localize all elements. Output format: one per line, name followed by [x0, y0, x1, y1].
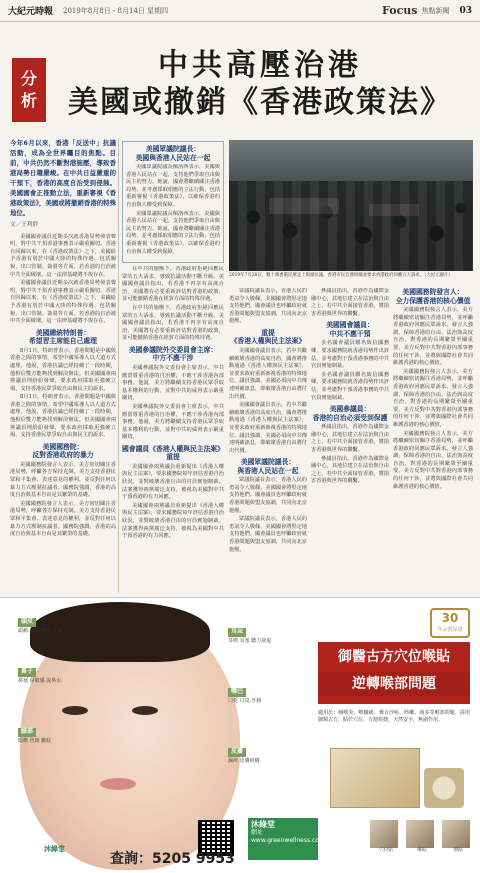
sidebar-box — [122, 141, 224, 263]
subhead: 重提 《香港人權與民主法案》 — [230, 328, 306, 346]
subhead: 美國國務院發言人： 全力保護香港的核心價值 — [395, 288, 471, 305]
subhead: 美國總統特朗普： 希望習主席能自己處理 — [29, 328, 97, 346]
main-headline — [50, 48, 470, 122]
paragraph: 多名國會議員聯名致信國務卿，要求國務院就香港局勢作出評估，並考慮對干預香港事務的中共官員實施制裁。 — [311, 340, 389, 370]
paragraph: 參議員指出，香港作為國際金融中心，其地位建立在法治與自由之上，若中共全面接管香港，將損害香港與世界的聯繫。 — [311, 288, 389, 317]
issue-date: 2019年8月8日 - 8月14日 星期四 — [63, 6, 169, 15]
paragraph: 美國國務院發言人表示，美方將繼續密切關注香港局勢，並呼籲香港政府回應民眾訴求。發言人強調，保障香港的自由、法治與高度自治，對香港的長期繁榮至關重要。美方反對中共對香港內部事務的任何干涉，並將與國際社會共同維護香港的核心價值。 — [393, 430, 473, 490]
paragraph: 美國國會兩黨議員重新提出《香港人權與民主法案》，要求國務院每年評估香港自治狀況，並對破壞香港自由的官員實施制裁。法案獲得兩黨廣泛支持，被視為美國對中共干預香港的有力回應。 — [122, 463, 224, 501]
paragraph: 在中共的施壓下，香港政府拒絕回應民眾的五大訴求，導致抗議活動不斷升級。美國國會議員指出，若香港不再享有高度自治，美國將有必要重新評估對香港的政策，並可能撤銷香港在經貿方面的特殊待遇。 — [122, 266, 224, 303]
paragraph: 美國國會兩黨議員重新提出《香港人權與民主法案》，要求國務院每年評估香港自治狀況，並對破壞香港自由的官員實施制裁。法案獲得兩黨廣泛支持，被視為美國對中共干預香港的有力回應。 — [122, 502, 224, 540]
paragraph: 美國國務院發言人表示，美方密切關注香港局勢，呼籲各方保持克制。美方支持香港民眾和平集會、表達意見的權利，並反對任何以暴力方式壓制抗議者。國務院強調，香港的高度自治與基本自由是其繁榮的基礎。 — [10, 500, 116, 538]
byline: 文／王利群 — [10, 222, 38, 228]
section-zh: 焦點新聞 — [421, 6, 450, 15]
paragraph: 在中共的施壓下，香港政府拒絕回應民眾的五大訴求，導致抗議活動不斷升級。美國國會議員指出，若香港不再享有高度自治，美國將有必要重新評估對香港的政策，並可能撤銷香港在經貿方面的特殊待遇。 — [122, 304, 224, 342]
advertisement — [0, 597, 480, 873]
subhead: 國會議員《香港人權與民主法案》 重提 — [122, 444, 224, 462]
paragraph: 美國參議院外交委員會主席表示，中共應當尊重香港的自治權，不應干涉香港內部事務。他說，美方將繼續支持香港民眾爭取基本權利的行動，並對中共的威脅表示嚴重關切。 — [122, 364, 224, 402]
paragraph: 眾議院議長表示，香港人民的勇氣令人敬佩，美國國會將堅定地支持他們。國會議員也呼籲政府就香港問題與盟友協調，共同向北京施壓。 — [229, 516, 307, 553]
paragraph: 美國參議院外交委員會主席表示，中共應當尊重香港的自治權，不應干涉香港內部事務。他說，美方將繼續支持香港民眾爭取基本權利的行動，並對中共的威脅表示嚴重關切。 — [122, 403, 224, 441]
page-number: 03 — [459, 5, 472, 16]
product-thumbnails: 穴位貼 喉貼 頸貼 — [370, 820, 474, 854]
paragraph: 8月1日，特朗普表示，香港問題是中國與香港之間的事情，希望中國領導人以人道方式處理。他說，香港抗議已經持續了一段時間，他相信雙方能夠找到解決辦法。但美國國會兩黨議員則紛紛發聲，要求政府採取更強硬立場，支持香港民眾爭取自由與民主的訴求。 — [10, 394, 116, 439]
subhead: 美國參議院外交委員會主席： 中方不應干涉 — [128, 345, 218, 363]
paragraph: 參議員指出，香港作為國際金融中心，其地位建立在法治與自由之上，若中共全面接管香港，將損害香港與世界的聯繫。 — [311, 455, 389, 485]
ad-label: 嘴巴 口乾 口臭 牙痛 — [228, 688, 262, 704]
ad-title: 御醫古方穴位喉貼 逆轉喉部問題 — [318, 642, 470, 704]
column-rule — [118, 138, 119, 593]
paragraph: 8月1日，特朗普表示，香港問題是中國與香港之間的事情，希望中國領導人以人道方式處理。他說，香港抗議已經持續了一段時間，他相信雙方能夠找到解決辦法。但美國國會兩黨議員則紛紛發聲，要求政府採取更強硬立場，支持香港民眾爭取自由與民主的訴求。 — [10, 347, 116, 392]
analysis-badge: 分 析 — [12, 58, 46, 122]
ad-label: 鼻子 鼻塞 鼻敏感 流鼻水 — [18, 668, 62, 684]
phone-number: 查詢：5205 9953 — [110, 851, 235, 867]
column-1 — [10, 138, 116, 593]
paragraph: 美國國會議員近期多次就香港局勢發表聲明，對中共干預香港事務表示嚴重關切。香港自回歸以來，在《香港政策法》之下，美國給予香港有別於中國大陸的特殊待遇，包括關稅、出口管制、簽證等方面。若香港的自治被中共全面破壞，這一法律基礎將不復存在。 — [10, 233, 116, 278]
subhead: 美國參議員： 香港的自治必須受到保護 — [312, 405, 388, 422]
ad-label: 臉部 暗瘡 色斑 皺紋 — [18, 728, 52, 744]
ad-label: 皮膚 濕疹 皮膚痕癢 — [228, 748, 260, 764]
box-title: 美國眾議院議長： 美國與香港人民站在一起 — [135, 145, 211, 162]
ad-body: 適用於：咽喉炎、喉嚨痛、聲音沙啞、咳嗽、痰多等喉部問題。採用御醫古方，貼於穴位，方便快捷，天然安全，無副作用。 — [318, 710, 470, 723]
column-5 — [393, 288, 473, 594]
subhead: 美國國務院： 反對香港政府的暴力 — [32, 442, 94, 460]
product-box — [330, 748, 420, 808]
paragraph: 參議員指出，香港作為國際金融中心，其地位建立在法治與自由之上，若中共全面接管香港，將損害香港與世界的聯繫。 — [311, 424, 389, 453]
paper-logo: 大紀元時報 — [8, 7, 54, 17]
section-en: Focus — [382, 4, 418, 17]
headline-line-2: 美國或撤銷《香港政策法》 — [68, 85, 452, 120]
ad-label: 頭皮 頭痛 頭昏 健忘 失眠 — [18, 618, 63, 634]
paragraph: 美國眾議院議長佩洛西表示，美國與香港人民站在一起，支持他們爭取自由與民主的努力。她說，國會將繼續關注香港局勢，並考慮採取相應的立法行動，包括重新審視《香港政策法》，以確保香港的自治與人權受到保障。 — [126, 210, 220, 255]
column-4 — [311, 288, 389, 594]
paragraph: 美國國會議員表示，若中共繼續破壞香港的高度自治，國會將推動通過《香港人權與民主法案》，並要求政府重新審視香港的特殊地位。議員強調，美國必須向中共傳達明確訊息，即破壞香港自由將付出代價。 — [229, 402, 307, 454]
column-2 — [122, 266, 224, 594]
quality-seal: 30 年品質保證 — [430, 608, 470, 638]
subhead: 美國國會議員： 中共不應干預 — [326, 321, 374, 338]
photo-caption: 2019年7月28日，數十萬香港民眾走上街頭抗議，香港市民自發組織並要求香港政府回應五大訴求。（大紀元圖片） — [229, 273, 453, 278]
column-3 — [229, 288, 307, 594]
headline-line-1: 中共高壓治港 — [158, 48, 362, 83]
brand-name: 沐綠堂 — [44, 845, 65, 853]
paragraph: 美國國會議員近期多次就香港局勢發表聲明，對中共干預香港事務表示嚴重關切。香港自回歸以來，在《香港政策法》之下，美國給予香港有別於中國大陸的特殊待遇，包括關稅、出口管制、簽證等方面。若香港的自治被中共全面破壞，這一法律基礎將不復存在。 — [10, 280, 116, 325]
paragraph: 美國國務院發言人表示，美方密切關注香港局勢，呼籲各方保持克制。美方支持香港民眾和平集會、表達意見的權利，並反對任何以暴力方式壓制抗議者。國務院強調，香港的高度自治與基本自由是其繁榮的基礎。 — [10, 461, 116, 499]
protest-photo — [229, 140, 473, 271]
paragraph: 眾議院議長表示，香港人民的勇氣令人敬佩，美國國會將堅定地支持他們。國會議員也呼籲政府就香港問題與盟友協調，共同向北京施壓。 — [229, 288, 307, 325]
paragraph: 眾議院議長表示，香港人民的勇氣令人敬佩，美國國會將堅定地支持他們。國會議員也呼籲政府就香港問題與盟友協調，共同向北京施壓。 — [229, 477, 307, 514]
paragraph: 多名國會議員聯名致信國務卿，要求國務院就香港局勢作出評估，並考慮對干預香港事務的中共官員實施制裁。 — [311, 371, 389, 401]
lead-paragraph: 今年6月以來，香港「反送中」抗議活動，成為全世界矚目的焦點。目前，中共仍然不斷對港施壓，導致香港局勢日趨嚴峻。在中共日益嚴重的干預下，香港的高度自治受到侵蝕。美國國會正推動立法，重新審視《香港政策法》，美國或將撤銷香港的特殊地位。 — [10, 139, 116, 217]
product-patch — [424, 768, 464, 808]
subhead: 美國眾議院議長： 與香港人民站在一起 — [237, 458, 299, 475]
paragraph: 美國國務院發言人表示，美方將繼續密切關注香港局勢，並呼籲香港政府回應民眾訴求。發言人強調，保障香港的自由、法治與高度自治，對香港的長期繁榮至關重要。美方反對中共對香港內部事務的任何干涉，並將與國際社會共同維護香港的核心價值。 — [393, 307, 473, 367]
paragraph: 美國國務院發言人表示，美方將繼續密切關注香港局勢，並呼籲香港政府回應民眾訴求。發言人強調，保障香港的自由、法治與高度自治，對香港的長期繁榮至關重要。美方反對中共對香港內部事務的任何干涉，並將與國際社會共同維護香港的核心價值。 — [393, 368, 473, 428]
page-header — [0, 0, 480, 22]
brand-panel: 沐綠堂 網址 www.greenwellness.com — [248, 818, 318, 860]
paragraph: 美國眾議院議長佩洛西表示，美國與香港人民站在一起，支持他們爭取自由與民主的努力。她說，國會將繼續關注香港局勢，並考慮採取相應的立法行動，包括重新審視《香港政策法》，以確保香港的自治與人權受到保障。 — [126, 164, 220, 208]
ad-label: 耳朵 耳鳴 耳塞 聽力衰退 — [228, 628, 272, 644]
paragraph: 美國國會議員表示，若中共繼續破壞香港的高度自治，國會將推動通過《香港人權與民主法案》，並要求政府重新審視香港的特殊地位。議員強調，美國必須向中共傳達明確訊息，即破壞香港自由將付出代價。 — [229, 347, 307, 400]
